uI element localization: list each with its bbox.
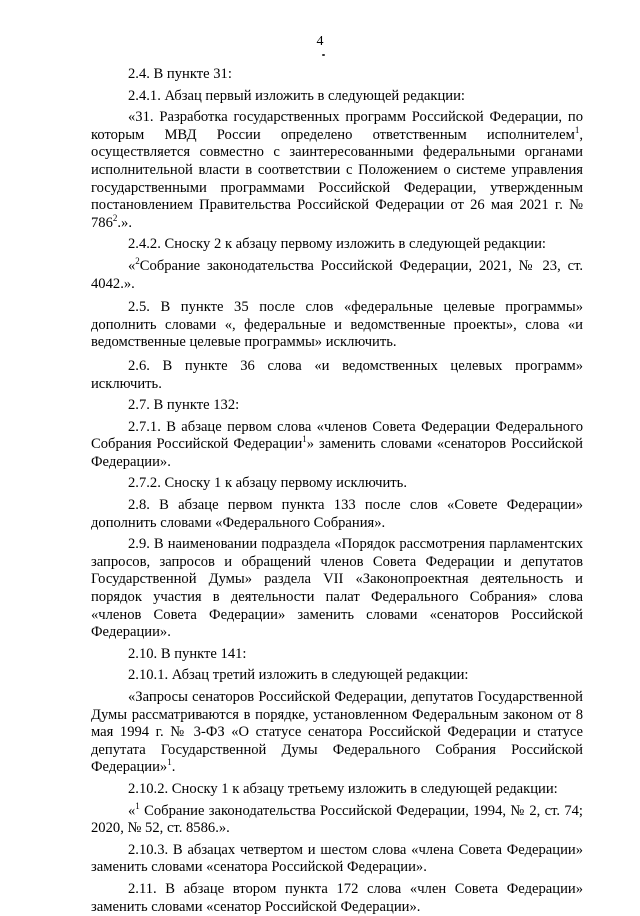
paragraph-2-4-2: 2.4.2. Сноску 2 к абзацу первому изложить в следующей редакции: <box>128 236 546 253</box>
paragraph-2-7-1: 2.7.1. В абзаце первом слова «членов Совета Федерации Федерального Собрания Российской Федерации$^1$» заменить словами «сенаторов Российской Федерации». <box>91 418 583 470</box>
footnote-ref-2: 2 <box>112 212 118 223</box>
paragraph-2-10-2: 2.10.2. Сноску 1 к абзацу третьему изложить в следующей редакции: <box>128 780 558 797</box>
document-body <box>91 66 583 916</box>
paragraph-2-11: 2.11. В абзаце втором пункта 172 слова «член Совета Федерации» заменить словами «сенатор Российской Федерации». <box>91 880 583 915</box>
scan-speck <box>322 54 325 56</box>
paragraph-2-10: 2.10. В пункте 141: <box>128 645 247 662</box>
paragraph-2-10-1: 2.10.1. Абзац третий изложить в следующей редакции: <box>128 667 469 684</box>
paragraph-2-9: 2.9. В наименовании подраздела «Порядок рассмотрения парламентских запросов, запросов и обращений членов Совета Федерации и депутатов Государственной Думы» раздела VII «Законопроектная деятельность и порядок участия в деятельности палат Федерального Собрания» слова «членов Совета Федерации» заменить словами «сенаторов Российской Федерации». <box>91 536 583 641</box>
paragraph-2-7: 2.7. В пункте 132: <box>128 397 240 414</box>
footnote-ref-1: 1 <box>574 124 580 135</box>
footnote-mark-2: 2 <box>135 255 140 266</box>
paragraph-quote-141: «Запросы сенаторов Российской Федерации, депутатов Государственной Думы рассматриваются в порядке, установленном Федеральным законом от 8 мая 1994 г. № 3-ФЗ «О статусе сенатора Российской Федерации и статусе депутата Государственной Думы Федерального Собрания Российской Федерации»$^1$. <box>91 689 583 776</box>
paragraph-2-4-1: 2.4.1. Абзац первый изложить в следующей редакции: <box>128 87 465 104</box>
paragraph-2-5: 2.5. В пункте 35 после слов «федеральные целевые программы» дополнить словами «, федеральные и ведомственные проекты», слова «и ведомственные целевые программы» исключить. <box>91 299 583 351</box>
paragraph-quote-31: «31. Разработка государственных программ Российской Федерации, по которым МВД России определено ответственным исполнителем$^1$, осуществляется совместно с заинтересованными федеральными органами исполнительной власти в соответствии с Положением о системе управления государственными программами Российской Федерации, утвержденным постановлением Правительства Российской Федерации от 26 мая 2021 г. № $786^2$.». <box>91 109 583 231</box>
paragraph-footnote-1: «$^1$ Собрание законодательства Российской Федерации, 1994, № 2, ст. 74; 2020, № 52, ст. 8586.». <box>91 800 583 837</box>
paragraph-2-10-3: 2.10.3. В абзацах четвертом и шестом слова «члена Совета Федерации» заменить словами «сенатора Российской Федерации». <box>91 841 583 876</box>
paragraph-2-8: 2.8. В абзаце первом пункта 133 после слов «Совете Федерации» дополнить словами «Федерального Собрания». <box>91 497 583 531</box>
footnote-mark-1: 1 <box>135 800 140 811</box>
footnote-ref-1b: 1 <box>302 434 307 445</box>
page-number: 4 <box>316 34 324 49</box>
paragraph-2-6: 2.6. В пункте 36 слова «и ведомственных целевых программ» исключить. <box>91 357 583 392</box>
footnote-ref-1c: 1 <box>167 757 172 768</box>
paragraph-footnote-2: «$^2$Собрание законодательства Российской Федерации, 2021, № 23, ст. 4042.». <box>91 255 583 292</box>
paragraph-2-7-2: 2.7.2. Сноску 1 к абзацу первому исключить. <box>128 475 407 492</box>
paragraph-2-4: 2.4. В пункте 31: <box>128 66 232 82</box>
